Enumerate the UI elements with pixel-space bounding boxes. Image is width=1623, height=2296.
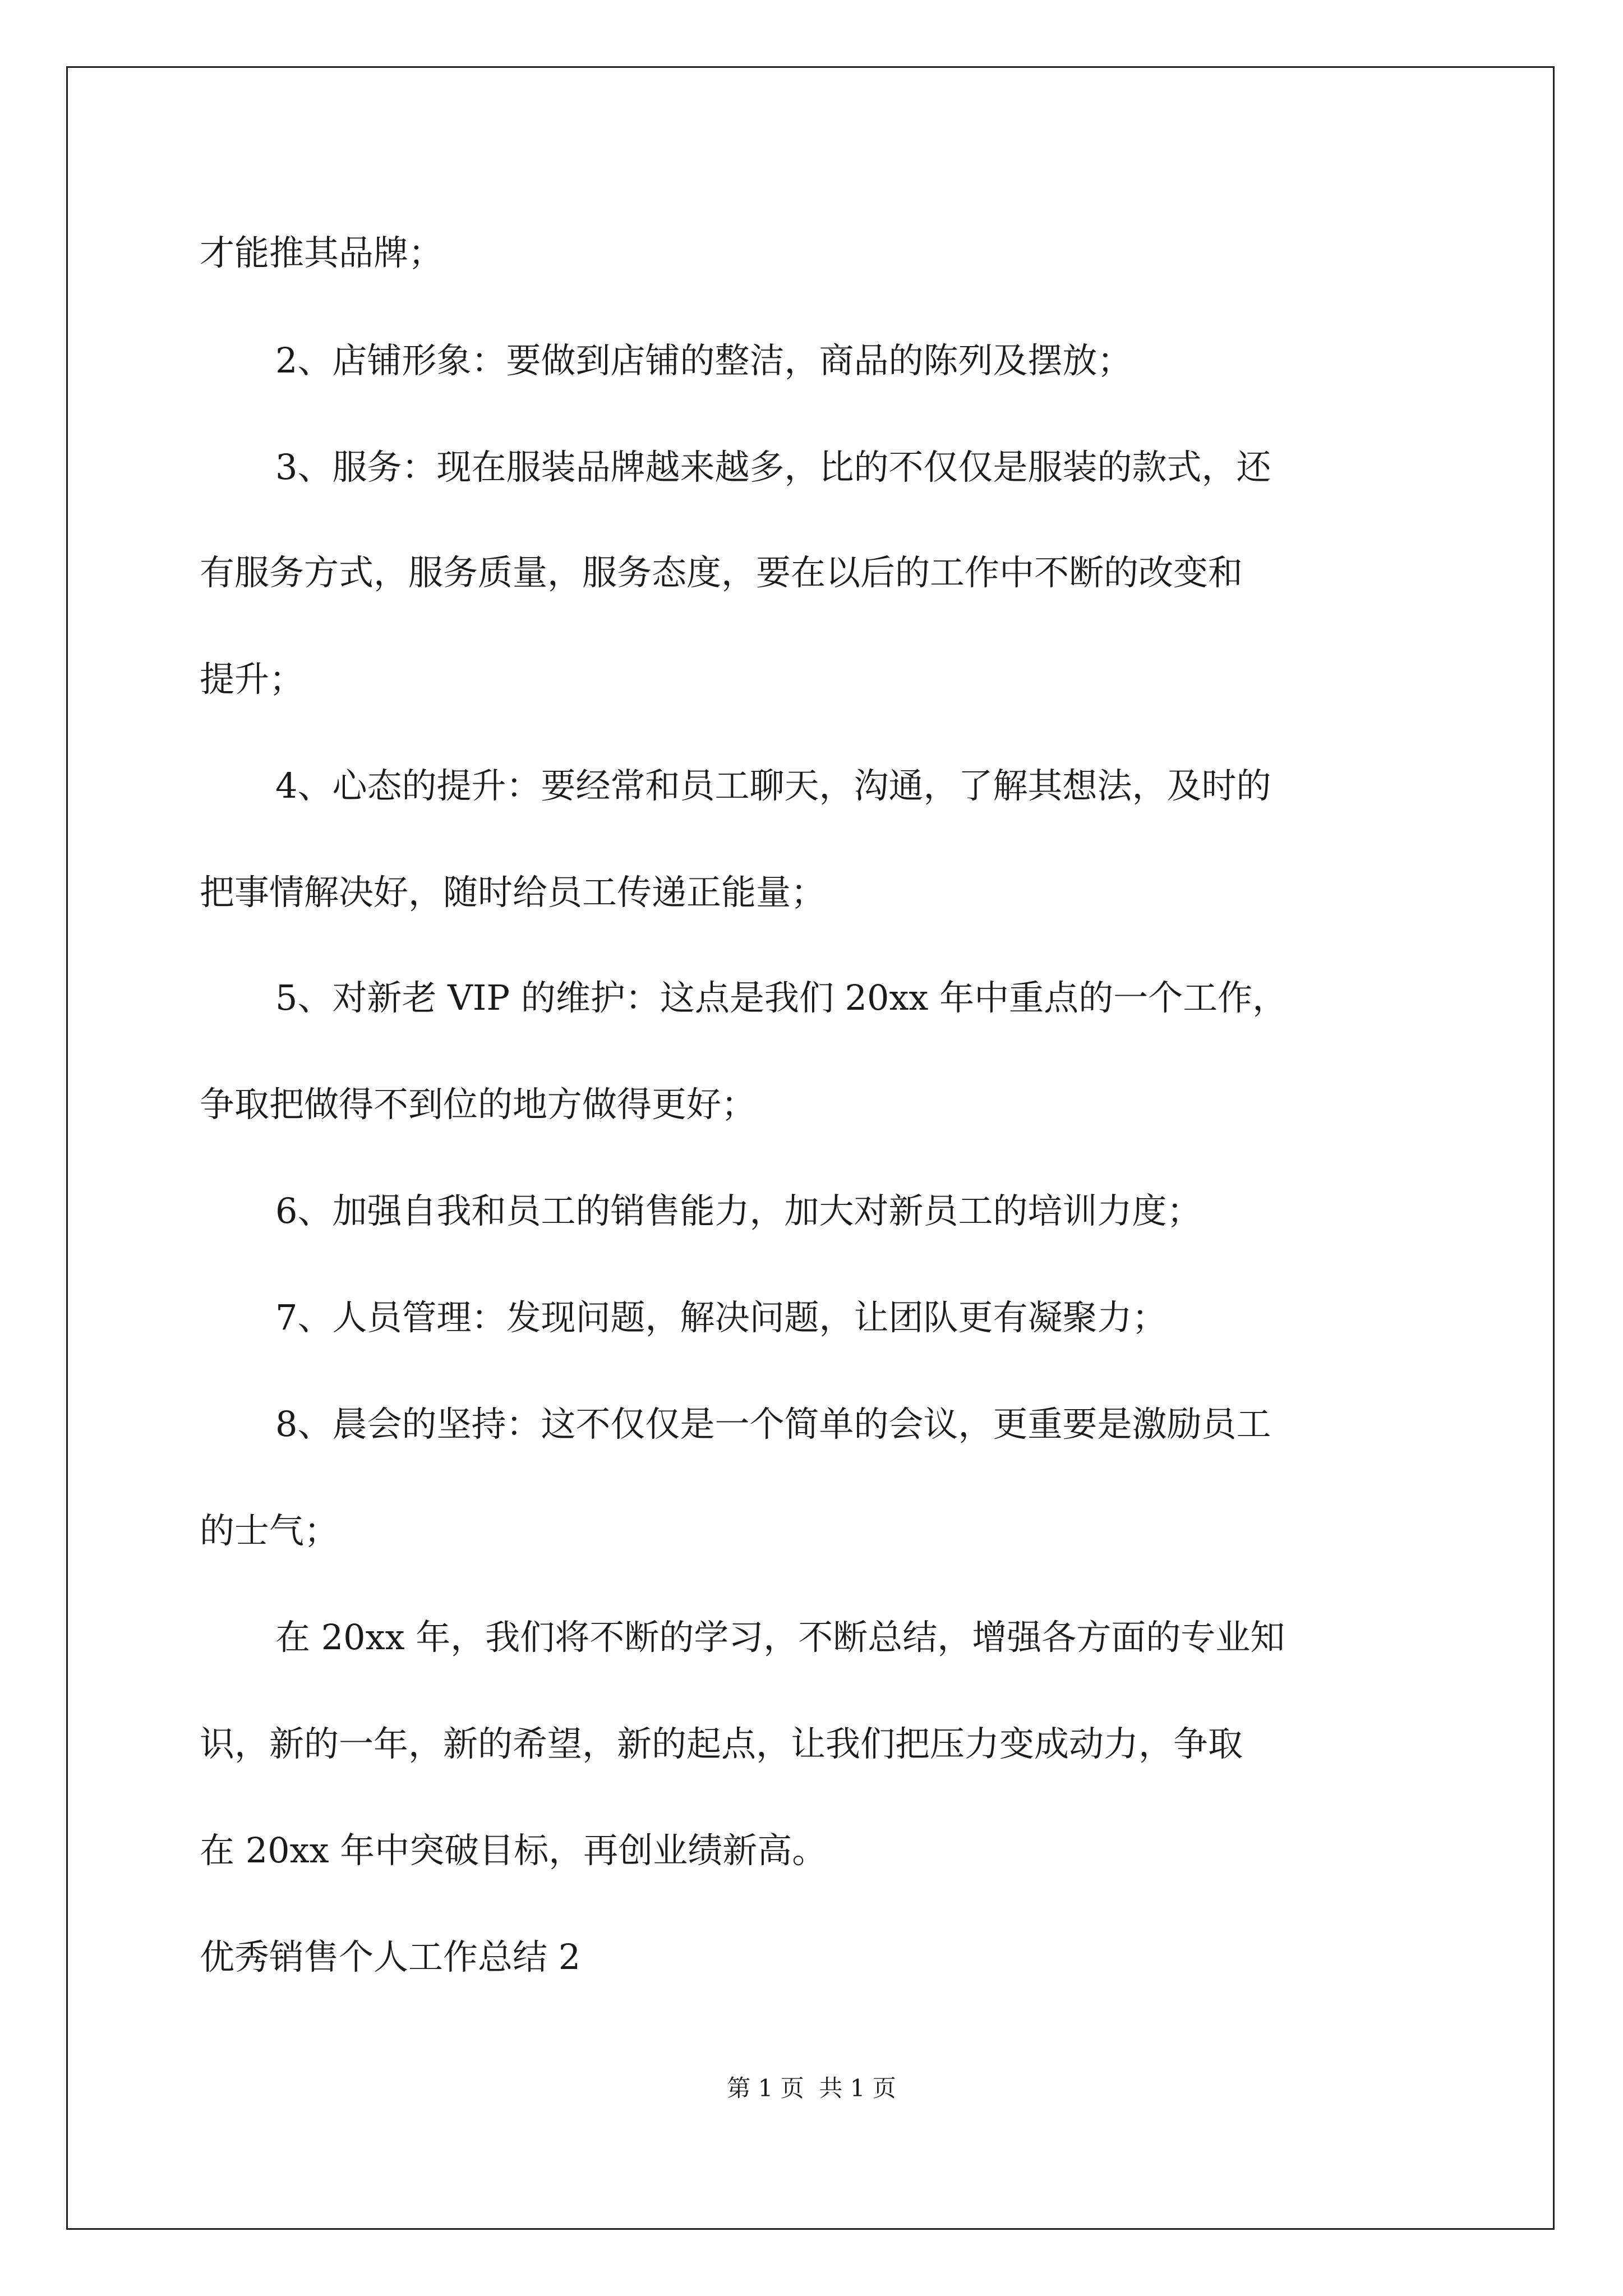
page-border (66, 66, 1555, 2230)
text-line: 5、对新老 VIP 的维护：这点是我们 20xx 年中重点的一个工作， (275, 977, 1288, 1018)
text-line: 4、心态的提升：要经常和员工聊天，沟通，了解其想法，及时的 (275, 765, 1271, 806)
text-line: 识，新的一年，新的希望，新的起点，让我们把压力变成动力，争取 (200, 1723, 1243, 1764)
text-line: 才能推其品牌； (200, 232, 444, 273)
text-line: 2、店铺形象：要做到店铺的整洁，商品的陈列及摆放； (275, 340, 1132, 381)
text-line: 争取把做得不到位的地方做得更好； (200, 1084, 757, 1125)
section-heading: 优秀销售个人工作总结 2 (200, 1936, 581, 1977)
text-line: 的士气； (200, 1510, 339, 1551)
text-line: 6、加强自我和员工的销售能力，加大对新员工的培训力度； (275, 1190, 1202, 1231)
text-line: 7、人员管理：发现问题，解决问题，让团队更有凝聚力； (275, 1297, 1167, 1338)
text-line: 在 20xx 年，我们将不断的学习，不断总结，增强各方面的专业知 (275, 1617, 1285, 1658)
text-line: 8、晨会的坚持：这不仅仅是一个简单的会议，更重要是激励员工 (275, 1404, 1271, 1444)
text-line: 有服务方式，服务质量，服务态度，要在以后的工作中不断的改变和 (200, 552, 1243, 593)
text-line: 提升； (200, 659, 305, 700)
text-line: 3、服务：现在服装品牌越来越多，比的不仅仅是服装的款式，还 (275, 447, 1271, 487)
page-footer (0, 2070, 1623, 2104)
page-number-label: 第 1 页 共 1 页 (727, 2074, 896, 2102)
text-line: 把事情解决好，随时给员工传递正能量； (200, 872, 826, 913)
text-line: 在 20xx 年中突破目标，再创业绩新高。 (200, 1830, 827, 1871)
